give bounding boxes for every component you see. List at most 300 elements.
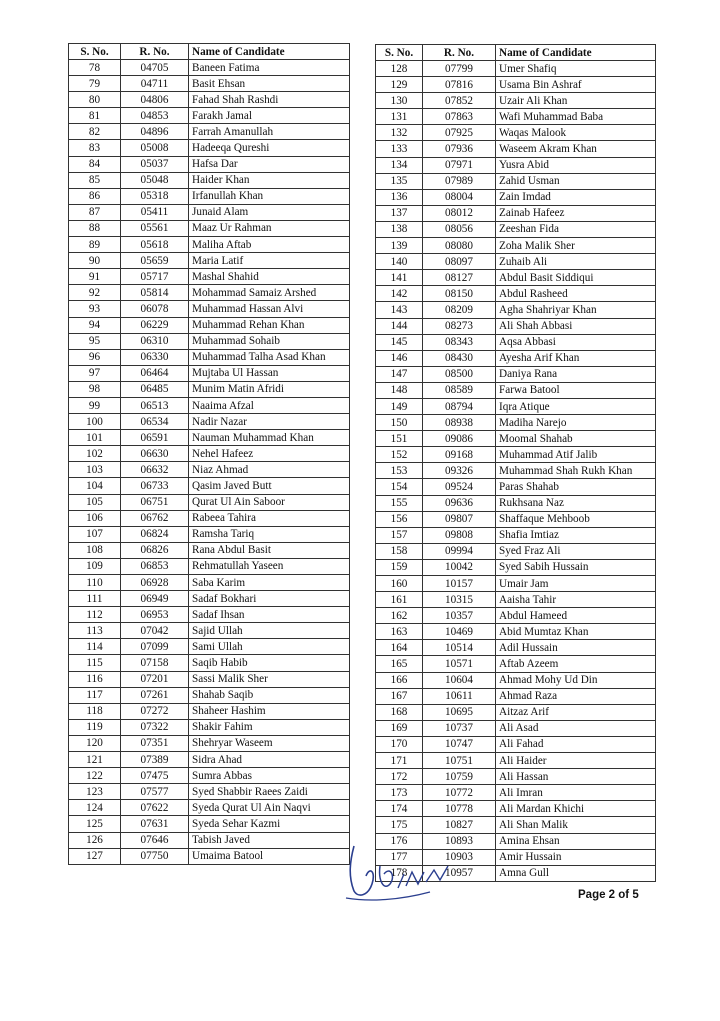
table-row	[376, 205, 656, 221]
candidate-name-cell: Sassi Malik Sher	[189, 671, 350, 687]
table-row	[376, 720, 656, 736]
candidate-name-cell: Zain Imdad	[496, 189, 656, 205]
serial-no-cell: 171	[376, 753, 423, 769]
table-row	[376, 157, 656, 173]
serial-no-cell: 137	[376, 205, 423, 221]
serial-no-cell: 92	[69, 285, 121, 301]
roll-no-cell: 10759	[423, 769, 496, 785]
serial-no-cell: 159	[376, 559, 423, 575]
roll-no-cell: 08430	[423, 350, 496, 366]
serial-no-cell: 115	[69, 655, 121, 671]
serial-no-cell: 83	[69, 140, 121, 156]
serial-no-cell: 109	[69, 558, 121, 574]
header-roll-no: R. No.	[121, 44, 189, 60]
candidate-name-cell: Baneen Fatima	[189, 60, 350, 76]
candidate-name-cell: Maria Latif	[189, 253, 350, 269]
table-row	[376, 463, 656, 479]
serial-no-cell: 155	[376, 495, 423, 511]
table-row	[69, 848, 350, 864]
candidate-name-cell: Sajid Ullah	[189, 623, 350, 639]
signature-icon	[340, 836, 460, 911]
candidate-name-cell: Muhammad Sohaib	[189, 333, 350, 349]
roll-no-cell: 07816	[423, 77, 496, 93]
table-header-row	[69, 44, 350, 60]
roll-no-cell: 10514	[423, 640, 496, 656]
roll-no-cell: 07158	[121, 655, 189, 671]
roll-no-cell: 07799	[423, 61, 496, 77]
roll-no-cell: 10042	[423, 559, 496, 575]
roll-no-cell: 06928	[121, 575, 189, 591]
roll-no-cell: 05008	[121, 140, 189, 156]
table-row	[376, 254, 656, 270]
serial-no-cell: 78	[69, 60, 121, 76]
serial-no-cell: 133	[376, 141, 423, 157]
candidate-name-cell: Ahmad Raza	[496, 688, 656, 704]
roll-no-cell: 09524	[423, 479, 496, 495]
table-row	[376, 608, 656, 624]
roll-no-cell: 07622	[121, 800, 189, 816]
serial-no-cell: 173	[376, 785, 423, 801]
roll-no-cell: 06630	[121, 446, 189, 462]
candidate-name-cell: Syed Sabih Hussain	[496, 559, 656, 575]
table-row	[376, 640, 656, 656]
serial-no-cell: 106	[69, 510, 121, 526]
serial-no-cell: 93	[69, 301, 121, 317]
roll-no-cell: 04711	[121, 76, 189, 92]
serial-no-cell: 107	[69, 526, 121, 542]
candidate-name-cell: Ali Asad	[496, 720, 656, 736]
candidate-name-cell: Sami Ullah	[189, 639, 350, 655]
roll-no-cell: 06826	[121, 542, 189, 558]
serial-no-cell: 174	[376, 801, 423, 817]
serial-no-cell: 110	[69, 575, 121, 591]
table-row	[69, 478, 350, 494]
roll-no-cell: 10469	[423, 624, 496, 640]
candidate-name-cell: Nauman Muhammad Khan	[189, 430, 350, 446]
roll-no-cell: 04896	[121, 124, 189, 140]
roll-no-cell: 10893	[423, 833, 496, 849]
roll-no-cell: 05037	[121, 156, 189, 172]
serial-no-cell: 166	[376, 672, 423, 688]
candidate-name-cell: Shaffaque Mehboob	[496, 511, 656, 527]
table-row	[376, 576, 656, 592]
serial-no-cell: 130	[376, 93, 423, 109]
roll-no-cell: 05659	[121, 253, 189, 269]
serial-no-cell: 118	[69, 703, 121, 719]
candidate-name-cell: Daniya Rana	[496, 366, 656, 382]
serial-no-cell: 102	[69, 446, 121, 462]
roll-no-cell: 10357	[423, 608, 496, 624]
candidate-name-cell: Zuhaib Ali	[496, 254, 656, 270]
candidate-name-cell: Abid Mumtaz Khan	[496, 624, 656, 640]
roll-no-cell: 07863	[423, 109, 496, 125]
roll-no-cell: 06953	[121, 607, 189, 623]
table-row	[69, 832, 350, 848]
candidate-name-cell: Abdul Basit Siddiqui	[496, 270, 656, 286]
candidate-name-cell: Amna Gull	[496, 865, 656, 881]
roll-no-cell: 07577	[121, 784, 189, 800]
serial-no-cell: 90	[69, 253, 121, 269]
roll-no-cell: 07042	[121, 623, 189, 639]
table-row	[69, 430, 350, 446]
candidate-name-cell: Madiha Narejo	[496, 415, 656, 431]
roll-no-cell: 06330	[121, 349, 189, 365]
roll-no-cell: 10695	[423, 704, 496, 720]
candidate-name-cell: Saba Karim	[189, 575, 350, 591]
roll-no-cell: 06824	[121, 526, 189, 542]
table-row	[69, 575, 350, 591]
table-row	[376, 334, 656, 350]
roll-no-cell: 06762	[121, 510, 189, 526]
candidate-name-cell: Tabish Javed	[189, 832, 350, 848]
table-row	[69, 140, 350, 156]
candidate-name-cell: Muhammad Shah Rukh Khan	[496, 463, 656, 479]
serial-no-cell: 122	[69, 768, 121, 784]
table-row	[376, 109, 656, 125]
candidate-name-cell: Hadeeqa Qureshi	[189, 140, 350, 156]
roll-no-cell: 06310	[121, 333, 189, 349]
roll-no-cell: 06591	[121, 430, 189, 446]
roll-no-cell: 08012	[423, 205, 496, 221]
serial-no-cell: 98	[69, 381, 121, 397]
candidate-name-cell: Aftab Azeem	[496, 656, 656, 672]
candidate-name-cell: Moomal Shahab	[496, 431, 656, 447]
table-row	[376, 93, 656, 109]
table-row	[69, 623, 350, 639]
roll-no-cell: 08273	[423, 318, 496, 334]
serial-no-cell: 135	[376, 173, 423, 189]
roll-no-cell: 08004	[423, 189, 496, 205]
serial-no-cell: 143	[376, 302, 423, 318]
serial-no-cell: 145	[376, 334, 423, 350]
serial-no-cell: 79	[69, 76, 121, 92]
table-row	[69, 510, 350, 526]
serial-no-cell: 170	[376, 736, 423, 752]
candidate-name-cell: Umaima Batool	[189, 848, 350, 864]
candidate-name-cell: Umer Shafiq	[496, 61, 656, 77]
candidate-table-left	[68, 43, 350, 865]
roll-no-cell: 10903	[423, 849, 496, 865]
roll-no-cell: 06229	[121, 317, 189, 333]
table-row	[376, 189, 656, 205]
serial-no-cell: 146	[376, 350, 423, 366]
table-row	[376, 785, 656, 801]
roll-no-cell: 09808	[423, 527, 496, 543]
table-row	[376, 656, 656, 672]
table-row	[69, 800, 350, 816]
serial-no-cell: 116	[69, 671, 121, 687]
table-row	[69, 414, 350, 430]
roll-no-cell: 06733	[121, 478, 189, 494]
roll-no-cell: 08343	[423, 334, 496, 350]
serial-no-cell: 138	[376, 221, 423, 237]
serial-no-cell: 141	[376, 270, 423, 286]
roll-no-cell: 04853	[121, 108, 189, 124]
table-row	[376, 736, 656, 752]
roll-no-cell: 08150	[423, 286, 496, 302]
candidate-name-cell: Shaheer Hashim	[189, 703, 350, 719]
candidate-name-cell: Farakh Jamal	[189, 108, 350, 124]
roll-no-cell: 05048	[121, 172, 189, 188]
roll-no-cell: 05717	[121, 269, 189, 285]
table-row	[376, 398, 656, 414]
serial-no-cell: 126	[69, 832, 121, 848]
serial-no-cell: 123	[69, 784, 121, 800]
candidate-name-cell: Mashal Shahid	[189, 269, 350, 285]
table-row	[69, 317, 350, 333]
candidate-name-cell: Zainab Hafeez	[496, 205, 656, 221]
candidate-name-cell: Shakir Fahim	[189, 719, 350, 735]
table-row	[69, 269, 350, 285]
table-body-right	[376, 61, 656, 882]
table-row	[376, 221, 656, 237]
roll-no-cell: 06485	[121, 381, 189, 397]
candidate-name-cell: Wafi Muhammad Baba	[496, 109, 656, 125]
candidate-name-cell: Fahad Shah Rashdi	[189, 92, 350, 108]
serial-no-cell: 128	[376, 61, 423, 77]
table-row	[376, 173, 656, 189]
candidate-name-cell: Paras Shahab	[496, 479, 656, 495]
table-row	[69, 156, 350, 172]
table-row	[69, 768, 350, 784]
header-candidate-name: Name of Candidate	[496, 45, 656, 61]
candidate-name-cell: Ali Imran	[496, 785, 656, 801]
table-row	[69, 188, 350, 204]
roll-no-cell: 08500	[423, 366, 496, 382]
table-row	[69, 558, 350, 574]
roll-no-cell: 09807	[423, 511, 496, 527]
candidate-name-cell: Usama Bin Ashraf	[496, 77, 656, 93]
header-candidate-name: Name of Candidate	[189, 44, 350, 60]
roll-no-cell: 09086	[423, 431, 496, 447]
roll-no-cell: 06949	[121, 591, 189, 607]
candidate-name-cell: Nadir Nazar	[189, 414, 350, 430]
candidate-name-cell: Sumra Abbas	[189, 768, 350, 784]
serial-no-cell: 175	[376, 817, 423, 833]
candidate-name-cell: Syed Shabbir Raees Zaidi	[189, 784, 350, 800]
roll-no-cell: 04705	[121, 60, 189, 76]
roll-no-cell: 08938	[423, 415, 496, 431]
page-number-label: Page 2 of 5	[578, 889, 639, 901]
roll-no-cell: 07852	[423, 93, 496, 109]
roll-no-cell: 06751	[121, 494, 189, 510]
candidate-name-cell: Ali Mardan Khichi	[496, 801, 656, 817]
roll-no-cell: 09636	[423, 495, 496, 511]
roll-no-cell: 07201	[121, 671, 189, 687]
candidate-name-cell: Zeeshan Fida	[496, 221, 656, 237]
table-row	[376, 672, 656, 688]
candidate-name-cell: Ramsha Tariq	[189, 526, 350, 542]
serial-no-cell: 169	[376, 720, 423, 736]
roll-no-cell: 08097	[423, 254, 496, 270]
candidate-name-cell: Amina Ehsan	[496, 833, 656, 849]
candidate-name-cell: Rukhsana Naz	[496, 495, 656, 511]
serial-no-cell: 89	[69, 237, 121, 253]
roll-no-cell: 10751	[423, 753, 496, 769]
table-row	[376, 447, 656, 463]
serial-no-cell: 139	[376, 238, 423, 254]
candidate-name-cell: Syeda Sehar Kazmi	[189, 816, 350, 832]
roll-no-cell: 07099	[121, 639, 189, 655]
table-row	[376, 286, 656, 302]
serial-no-cell: 104	[69, 478, 121, 494]
roll-no-cell: 07261	[121, 687, 189, 703]
roll-no-cell: 07750	[121, 848, 189, 864]
serial-no-cell: 85	[69, 172, 121, 188]
table-row	[69, 687, 350, 703]
roll-no-cell: 08209	[423, 302, 496, 318]
table-row	[69, 542, 350, 558]
candidate-name-cell: Zoha Malik Sher	[496, 238, 656, 254]
candidate-name-cell: Haider Khan	[189, 172, 350, 188]
candidate-name-cell: Shafia Imtiaz	[496, 527, 656, 543]
candidate-name-cell: Ali Fahad	[496, 736, 656, 752]
serial-no-cell: 131	[376, 109, 423, 125]
roll-no-cell: 07989	[423, 173, 496, 189]
roll-no-cell: 08127	[423, 270, 496, 286]
table-row	[376, 382, 656, 398]
table-row	[69, 639, 350, 655]
candidate-name-cell: Agha Shahriyar Khan	[496, 302, 656, 318]
candidate-name-cell: Aaisha Tahir	[496, 592, 656, 608]
candidate-name-cell: Hafsa Dar	[189, 156, 350, 172]
table-row	[376, 415, 656, 431]
candidate-name-cell: Uzair Ali Khan	[496, 93, 656, 109]
table-row	[69, 671, 350, 687]
table-row	[376, 350, 656, 366]
table-row	[69, 816, 350, 832]
roll-no-cell: 05411	[121, 204, 189, 220]
candidate-name-cell: Niaz Ahmad	[189, 462, 350, 478]
table-row	[69, 784, 350, 800]
table-row	[376, 624, 656, 640]
serial-no-cell: 114	[69, 639, 121, 655]
candidate-name-cell: Umair Jam	[496, 576, 656, 592]
candidate-name-cell: Naaima Afzal	[189, 397, 350, 413]
candidate-name-cell: Waseem Akram Khan	[496, 141, 656, 157]
roll-no-cell: 06513	[121, 397, 189, 413]
serial-no-cell: 96	[69, 349, 121, 365]
table-row	[69, 333, 350, 349]
roll-no-cell: 07389	[121, 752, 189, 768]
candidate-name-cell: Farrah Amanullah	[189, 124, 350, 140]
candidate-name-cell: Maliha Aftab	[189, 237, 350, 253]
table-row	[69, 381, 350, 397]
candidate-name-cell: Ahmad Mohy Ud Din	[496, 672, 656, 688]
serial-no-cell: 165	[376, 656, 423, 672]
table-row	[376, 431, 656, 447]
table-row	[69, 526, 350, 542]
table-row	[69, 591, 350, 607]
candidate-name-cell: Ali Haider	[496, 753, 656, 769]
candidate-name-cell: Muhammad Rehan Khan	[189, 317, 350, 333]
candidate-name-cell: Waqas Malook	[496, 125, 656, 141]
table-row	[376, 688, 656, 704]
table-row	[69, 301, 350, 317]
candidate-name-cell: Basit Ehsan	[189, 76, 350, 92]
candidate-name-cell: Rana Abdul Basit	[189, 542, 350, 558]
serial-no-cell: 151	[376, 431, 423, 447]
serial-no-cell: 156	[376, 511, 423, 527]
table-row	[69, 349, 350, 365]
serial-no-cell: 97	[69, 365, 121, 381]
serial-no-cell: 88	[69, 220, 121, 236]
candidate-name-cell: Mohammad Samaiz Arshed	[189, 285, 350, 301]
table-row	[376, 817, 656, 833]
candidate-name-cell: Shehryar Waseem	[189, 735, 350, 751]
serial-no-cell: 162	[376, 608, 423, 624]
table-row	[69, 172, 350, 188]
candidate-name-cell: Junaid Alam	[189, 204, 350, 220]
candidate-name-cell: Aqsa Abbasi	[496, 334, 656, 350]
serial-no-cell: 112	[69, 607, 121, 623]
serial-no-cell: 84	[69, 156, 121, 172]
candidate-name-cell: Syeda Qurat Ul Ain Naqvi	[189, 800, 350, 816]
roll-no-cell: 10571	[423, 656, 496, 672]
table-row	[376, 527, 656, 543]
serial-no-cell: 167	[376, 688, 423, 704]
serial-no-cell: 81	[69, 108, 121, 124]
serial-no-cell: 154	[376, 479, 423, 495]
table-row	[376, 592, 656, 608]
roll-no-cell: 08056	[423, 221, 496, 237]
table-row	[376, 61, 656, 77]
roll-no-cell: 10315	[423, 592, 496, 608]
candidate-name-cell: Ayesha Arif Khan	[496, 350, 656, 366]
table-row	[69, 607, 350, 623]
serial-no-cell: 100	[69, 414, 121, 430]
candidate-name-cell: Mujtaba Ul Hassan	[189, 365, 350, 381]
candidate-name-cell: Sadaf Ihsan	[189, 607, 350, 623]
roll-no-cell: 10772	[423, 785, 496, 801]
serial-no-cell: 164	[376, 640, 423, 656]
roll-no-cell: 07925	[423, 125, 496, 141]
candidate-name-cell: Rabeea Tahira	[189, 510, 350, 526]
serial-no-cell: 149	[376, 398, 423, 414]
roll-no-cell: 07646	[121, 832, 189, 848]
table-row	[69, 285, 350, 301]
table-row	[69, 253, 350, 269]
serial-no-cell: 108	[69, 542, 121, 558]
candidate-name-cell: Amir Hussain	[496, 849, 656, 865]
serial-no-cell: 94	[69, 317, 121, 333]
table-row	[69, 462, 350, 478]
candidate-name-cell: Sidra Ahad	[189, 752, 350, 768]
table-row	[69, 735, 350, 751]
table-row	[69, 397, 350, 413]
serial-no-cell: 95	[69, 333, 121, 349]
header-roll-no: R. No.	[423, 45, 496, 61]
serial-no-cell: 129	[376, 77, 423, 93]
serial-no-cell: 117	[69, 687, 121, 703]
table-row	[376, 366, 656, 382]
roll-no-cell: 05561	[121, 220, 189, 236]
roll-no-cell: 07631	[121, 816, 189, 832]
roll-no-cell: 10747	[423, 736, 496, 752]
table-row	[69, 446, 350, 462]
table-row	[69, 237, 350, 253]
roll-no-cell: 07351	[121, 735, 189, 751]
roll-no-cell: 08589	[423, 382, 496, 398]
candidate-name-cell: Munim Matin Afridi	[189, 381, 350, 397]
serial-no-cell: 99	[69, 397, 121, 413]
candidate-name-cell: Shahab Saqib	[189, 687, 350, 703]
serial-no-cell: 147	[376, 366, 423, 382]
candidate-name-cell: Qasim Javed Butt	[189, 478, 350, 494]
candidate-name-cell: Muhammad Atif Jalib	[496, 447, 656, 463]
candidate-name-cell: Ali Shah Abbasi	[496, 318, 656, 334]
candidate-name-cell: Yusra Abid	[496, 157, 656, 173]
